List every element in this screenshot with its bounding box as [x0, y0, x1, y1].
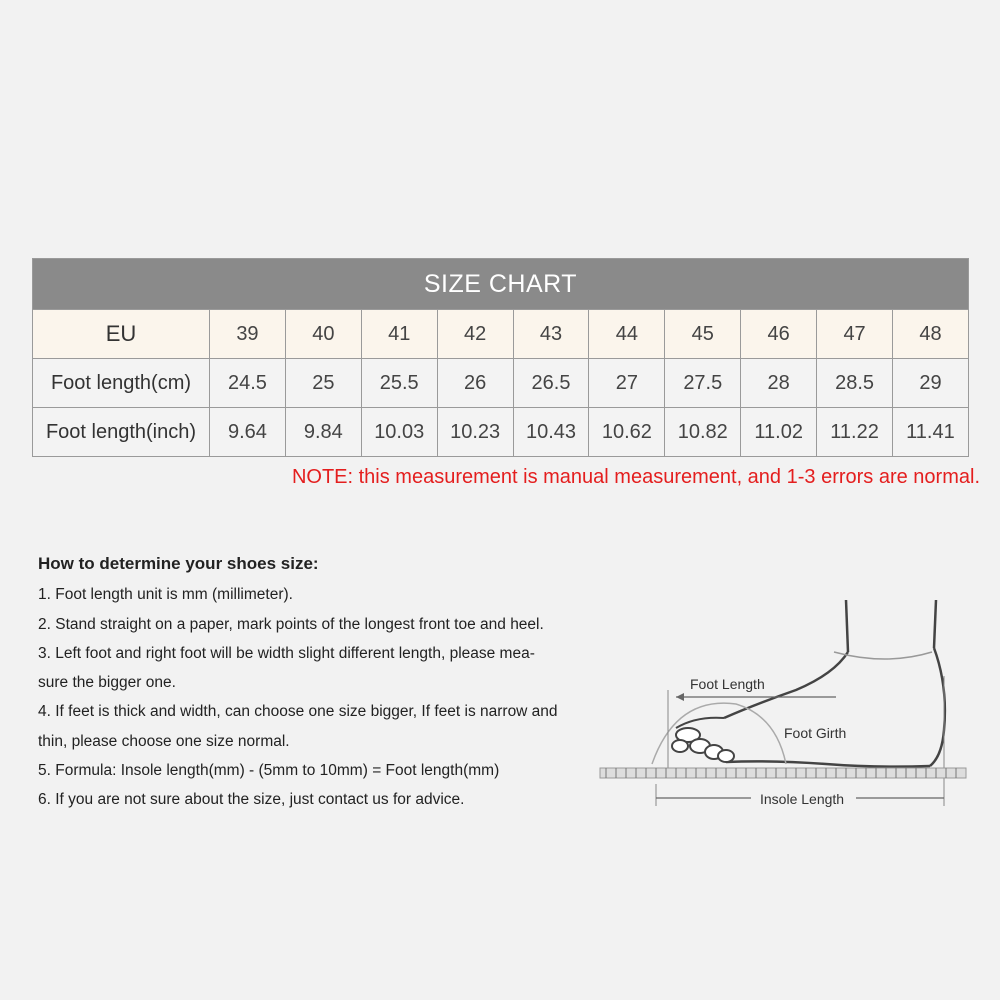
how-to-title: How to determine your shoes size: — [38, 554, 319, 573]
table-cell: 10.62 — [589, 408, 665, 457]
table-cell: 10.03 — [361, 408, 437, 457]
heel-outline — [930, 648, 945, 766]
foot-length-label: Foot Length — [690, 676, 765, 692]
toe-outline — [676, 718, 724, 728]
foot-measurement-illustration — [596, 596, 968, 812]
table-cell: 43 — [513, 310, 589, 359]
leg-outline — [934, 600, 936, 648]
insole-length-label: Insole Length — [760, 791, 845, 807]
foot-girth-label: Foot Girth — [784, 725, 847, 741]
row-label: EU — [33, 310, 210, 359]
how-to-line: 5. Formula: Insole length(mm) - (5mm to 10mm) = Foot length(mm) — [38, 762, 500, 780]
how-to-line: thin, please choose one size normal. — [38, 732, 290, 750]
table-cell: 25 — [285, 359, 361, 408]
table-cell: 27 — [589, 359, 665, 408]
table-cell: 28 — [741, 359, 817, 408]
row-label: Foot length(inch) — [33, 408, 210, 457]
table-cell: 11.02 — [741, 408, 817, 457]
table-cell: 29 — [893, 359, 969, 408]
how-to-line: 4. If feet is thick and width, can choose one size bigger, If feet is narrow and — [38, 703, 558, 721]
table-cell: 39 — [210, 310, 286, 359]
table-cell: 24.5 — [210, 359, 286, 408]
table-cell: 40 — [285, 310, 361, 359]
table-cell: 44 — [589, 310, 665, 359]
foot-length-inch-row — [33, 408, 969, 457]
arrow-head-icon — [676, 693, 684, 701]
how-to-line: 1. Foot length unit is mm (millimeter). — [38, 586, 293, 604]
how-to-line: 2. Stand straight on a paper, mark points of the longest front toe and heel. — [38, 615, 544, 633]
table-cell: 10.43 — [513, 408, 589, 457]
table-cell: 46 — [741, 310, 817, 359]
foot-length-cm-row — [33, 359, 969, 408]
how-to-line: 6. If you are not sure about the size, just contact us for advice. — [38, 791, 465, 809]
table-cell: 42 — [437, 310, 513, 359]
table-cell: 47 — [817, 310, 893, 359]
table-cell: 27.5 — [665, 359, 741, 408]
row-label: Foot length(cm) — [33, 359, 210, 408]
table-cell: 10.23 — [437, 408, 513, 457]
table-cell: 9.64 — [210, 408, 286, 457]
size-chart-title: SIZE CHART — [33, 259, 969, 310]
table-cell: 10.82 — [665, 408, 741, 457]
table-cell: 9.84 — [285, 408, 361, 457]
eu-size-row — [33, 310, 969, 359]
table-cell: 26 — [437, 359, 513, 408]
how-to-section — [38, 549, 618, 815]
table-cell: 41 — [361, 310, 437, 359]
toes-icon — [672, 728, 734, 762]
table-cell: 26.5 — [513, 359, 589, 408]
table-cell: 28.5 — [817, 359, 893, 408]
how-to-line: sure the bigger one. — [38, 674, 176, 692]
table-cell: 11.22 — [817, 408, 893, 457]
size-chart-table — [32, 258, 969, 457]
leg-outline — [846, 600, 848, 652]
table-cell: 25.5 — [361, 359, 437, 408]
table-cell: 45 — [665, 310, 741, 359]
sole-outline — [726, 761, 930, 766]
table-cell: 11.41 — [893, 408, 969, 457]
how-to-line: 3. Left foot and right foot will be width slight different length, please mea- — [38, 644, 535, 662]
measurement-note: NOTE: this measurement is manual measurement, and 1-3 errors are normal. — [291, 466, 980, 488]
ruler-bar — [600, 768, 966, 778]
table-cell: 48 — [893, 310, 969, 359]
